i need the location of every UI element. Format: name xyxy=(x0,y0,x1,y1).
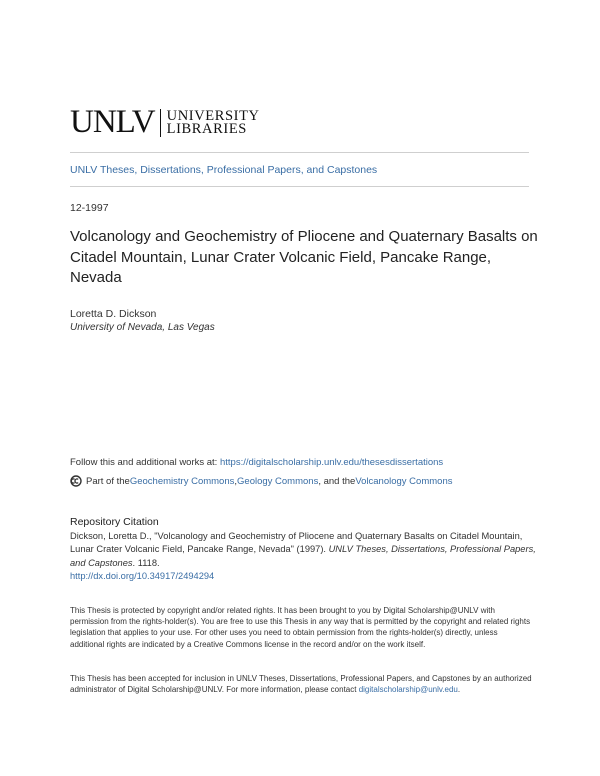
author-affiliation: University of Nevada, Las Vegas xyxy=(70,322,215,333)
follow-prefix: Follow this and additional works at: xyxy=(70,457,220,468)
document-title: Volcanology and Geochemistry of Pliocene and Quaternary Basalts on Citadel Mountain, Lunar Crater Volcanic Field, Pancake Range, Nevada xyxy=(70,228,538,286)
part-of-sep1: , xyxy=(234,475,238,487)
part-of-line xyxy=(70,475,452,487)
logo-divider xyxy=(160,109,161,137)
contact-email-link[interactable]: digitalscholarship@unlv.edu xyxy=(358,685,458,695)
citation-text: Dickson, Loretta D., "Volcanology and Geochemistry of Pliocene and Quaternary Basalts on Citadel Mountain, Lunar Crater Volcanic Field, Pancake Range, Nevada" (1997). xyxy=(70,531,523,555)
follow-line xyxy=(70,457,443,468)
follow-url-link[interactable]: https://digitalscholarship.unlv.edu/thesesdissertations xyxy=(219,457,444,468)
citation-number: . 1118. xyxy=(132,557,160,568)
citation-series: UNLV Theses, Dissertations, Professional Papers, and Capstones xyxy=(70,544,536,568)
part-of-sep2: , and the xyxy=(318,475,356,487)
unlv-libraries-logo[interactable] xyxy=(70,106,260,139)
logo-main-text: UNLV xyxy=(70,104,155,140)
publication-date: 12-1997 xyxy=(70,202,109,214)
repository-citation-heading: Repository Citation xyxy=(70,516,159,528)
acceptance-text: This Thesis has been accepted for inclusion in UNLV Theses, Dissertations, Professional Papers, and Capstones by an authorized administrator of Digital Scholarship@UNLV. For more information, please contact xyxy=(70,674,532,695)
creative-commons-icon xyxy=(70,475,82,487)
author-name: Loretta D. Dickson xyxy=(70,308,157,320)
volcanology-commons-link[interactable]: Volcanology Commons xyxy=(355,475,453,487)
top-divider xyxy=(70,152,529,153)
repository-citation xyxy=(70,530,540,583)
logo-sub-line2: LIBRARIES xyxy=(166,120,247,137)
logo-sub-text xyxy=(166,107,260,137)
geochemistry-commons-link[interactable]: Geochemistry Commons xyxy=(129,475,235,487)
part-of-prefix: Part of the xyxy=(86,475,130,487)
rights-statement: This Thesis is protected by copyright and/or related rights. It has been brought to you by Digital Scholarship@UNLV with permission from the rights-holder(s). You are free to use this Thesis in any way that is permitted by the copyright and related rights legislation that applies to your use. For other uses you need to obtain permission from the rights-holder(s) directly, unless additional rights are indicated by a Creative Commons license in the record and/or on the work itself. xyxy=(70,606,531,649)
doi-link[interactable]: http://dx.doi.org/10.34917/2494294 xyxy=(70,570,215,581)
acceptance-statement xyxy=(70,673,532,695)
series-link[interactable]: UNLV Theses, Dissertations, Professional Papers, and Capstones xyxy=(70,164,378,176)
bottom-divider xyxy=(70,186,529,187)
acceptance-end: . xyxy=(457,685,461,695)
geology-commons-link[interactable]: Geology Commons xyxy=(237,475,319,487)
logo-sub-line1: UNIVERSITY xyxy=(166,107,260,124)
